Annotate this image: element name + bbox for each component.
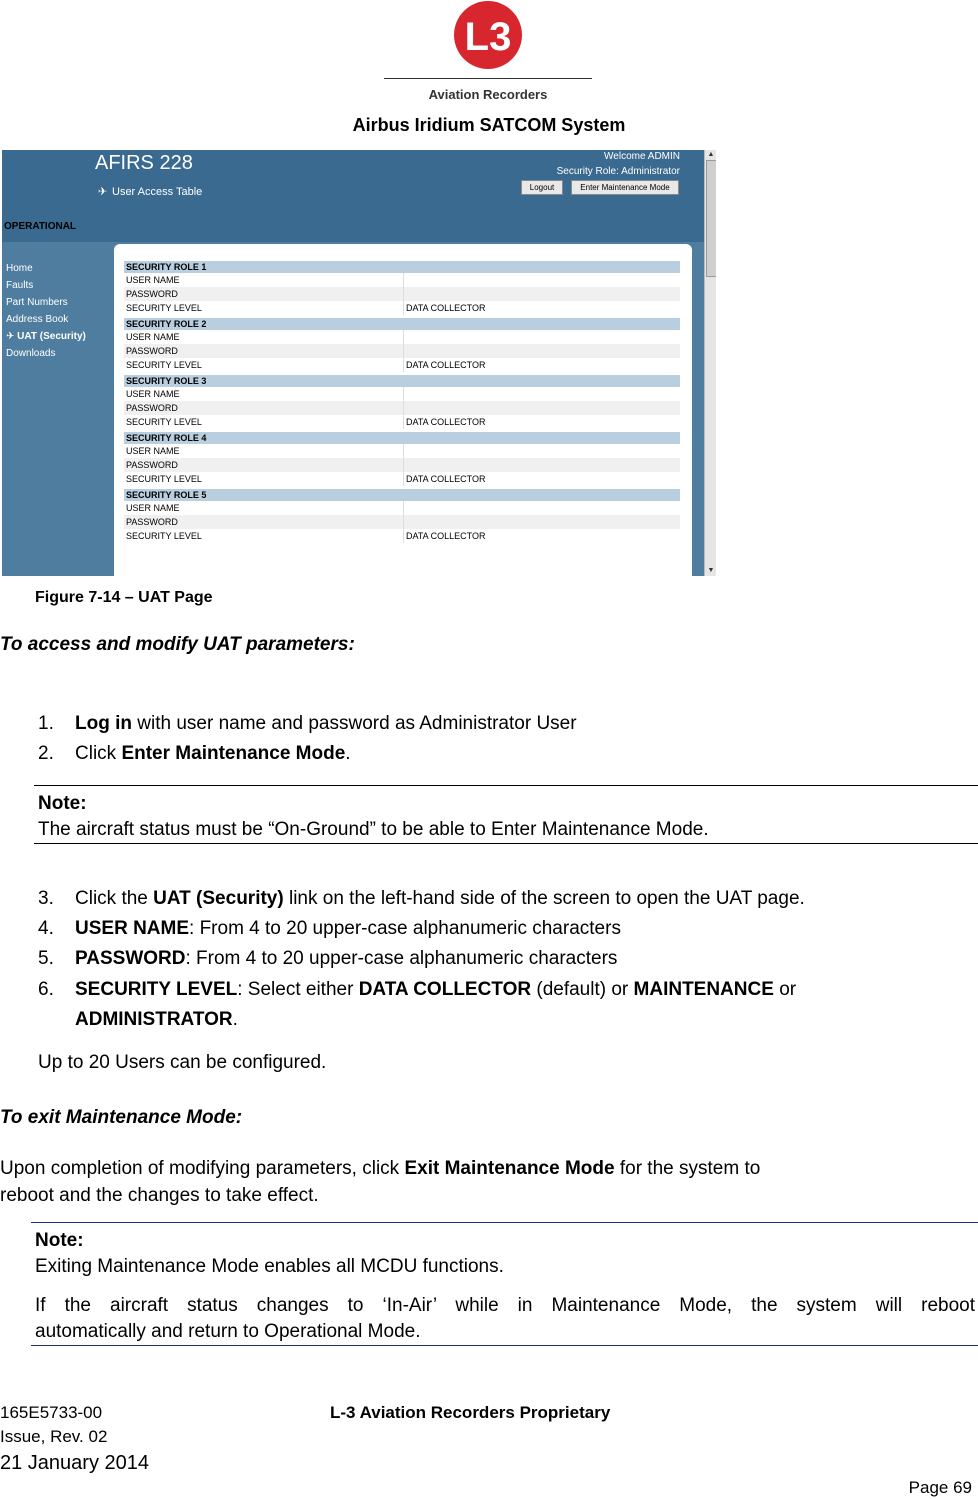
table-row — [124, 501, 680, 515]
step-2 — [38, 743, 351, 765]
field-label: USER NAME — [126, 332, 180, 342]
table-row — [124, 344, 680, 358]
table-row — [124, 415, 680, 429]
security-level-select[interactable]: DATA COLLECTOR — [403, 358, 680, 372]
step-bold: ADMINISTRATOR — [75, 1009, 233, 1030]
page-number: Page 69 — [908, 1478, 972, 1497]
note-top-rule — [31, 1222, 978, 1223]
step-text: or — [773, 979, 797, 1000]
sidebar-item-uat[interactable] — [6, 328, 114, 345]
password-field[interactable] — [403, 458, 680, 472]
role-header: SECURITY ROLE 3 — [124, 375, 680, 387]
sidebar-item-part-numbers[interactable]: Part Numbers — [6, 297, 68, 308]
note-text: If the aircraft status changes to ‘In-Air’ while in Maintenance Mode, the system will reboot — [35, 1295, 975, 1316]
note-title: Note: — [38, 793, 87, 814]
role-header: SECURITY ROLE 5 — [124, 489, 680, 501]
l3-logo-icon — [384, 0, 592, 80]
user-access-table — [124, 258, 680, 543]
step-bold: MAINTENANCE — [633, 979, 774, 1000]
step-text: . — [232, 1009, 238, 1030]
exit-heading: To exit Maintenance Mode: — [0, 1107, 243, 1128]
step-bold: DATA COLLECTOR — [358, 979, 532, 1000]
step-text: : From 4 to 20 upper-case alphanumeric characters — [185, 948, 618, 969]
table-row — [124, 401, 680, 415]
note-bottom-rule — [31, 1345, 978, 1346]
app-title: AFIRS 228 — [95, 152, 193, 174]
step-text: with user name and password as Administrator User — [131, 713, 577, 734]
field-label: SECURITY LEVEL — [126, 531, 202, 541]
field-label: SECURITY LEVEL — [126, 417, 202, 427]
note-text: Exiting Maintenance Mode enables all MCDU functions. — [35, 1256, 504, 1277]
issue-revision: Issue, Rev. 02 — [0, 1427, 108, 1446]
note-top-rule — [34, 785, 978, 786]
plane-icon: ✈ — [98, 186, 108, 198]
step-number: 6. — [38, 979, 54, 1000]
step-bold: Log in — [75, 713, 132, 734]
table-row — [124, 387, 680, 401]
role-header: SECURITY ROLE 1 — [124, 261, 680, 273]
sidebar-item-downloads[interactable]: Downloads — [6, 348, 56, 359]
scrollbar[interactable] — [704, 150, 716, 576]
security-level-select[interactable]: DATA COLLECTOR — [403, 301, 680, 315]
password-field[interactable] — [403, 515, 680, 529]
step-text: . — [345, 743, 351, 764]
field-label: SECURITY LEVEL — [126, 360, 202, 370]
field-label: SECURITY LEVEL — [126, 303, 202, 313]
user-access-panel — [114, 244, 692, 576]
step-text: : From 4 to 20 upper-case alphanumeric characters — [189, 918, 621, 939]
field-label: PASSWORD — [126, 346, 178, 356]
password-field[interactable] — [403, 287, 680, 301]
paragraph-text: Upon completion of modifying parameters, click — [0, 1158, 405, 1179]
step-bold: SECURITY LEVEL — [75, 979, 238, 1000]
step-number: 3. — [38, 888, 54, 909]
step-text: : Select either — [237, 979, 359, 1000]
step-text: Click the — [75, 888, 154, 909]
role-block — [124, 261, 680, 315]
step-number: 2. — [38, 743, 54, 764]
sidebar-item-faults[interactable]: Faults — [6, 280, 34, 291]
step-6 — [38, 979, 796, 1001]
sidebar-nav — [6, 260, 114, 362]
note-text: The aircraft status must be “On-Ground” to be able to Enter Maintenance Mode. — [38, 819, 709, 840]
exit-paragraph-line2: reboot and the changes to take effect. — [0, 1185, 319, 1206]
mode-label: OPERATIONAL — [4, 221, 77, 232]
step-3 — [38, 888, 805, 910]
note-title: Note: — [35, 1230, 84, 1251]
user-name-field[interactable] — [403, 444, 680, 458]
step-text: Click — [75, 743, 122, 764]
user-name-field[interactable] — [403, 330, 680, 344]
role-block — [124, 432, 680, 486]
logout-button[interactable]: Logout — [521, 180, 563, 195]
logo-text: L3 — [464, 15, 512, 59]
field-label: PASSWORD — [126, 460, 178, 470]
table-row — [124, 301, 680, 315]
step-1 — [38, 713, 577, 735]
scroll-up-icon[interactable]: ▲ — [707, 151, 715, 158]
step-text: (default) or — [531, 979, 634, 1000]
user-name-field[interactable] — [403, 501, 680, 515]
breadcrumb: User Access Table — [112, 186, 203, 198]
enter-maintenance-button[interactable]: Enter Maintenance Mode — [571, 180, 679, 195]
field-label: USER NAME — [126, 503, 180, 513]
table-row — [124, 287, 680, 301]
paragraph-bold: Exit Maintenance Mode — [404, 1158, 615, 1179]
step-5 — [38, 948, 617, 970]
sidebar-item-home[interactable]: Home — [6, 263, 33, 274]
field-label: USER NAME — [126, 446, 180, 456]
document-number: 165E5733-00 — [0, 1403, 103, 1422]
scroll-down-icon[interactable]: ▼ — [707, 567, 715, 574]
step-bold: UAT (Security) — [153, 888, 284, 909]
security-level-select[interactable]: DATA COLLECTOR — [403, 415, 680, 429]
sidebar-item-label: UAT (Security) — [17, 331, 86, 342]
scroll-thumb[interactable] — [706, 160, 716, 277]
users-note: Up to 20 Users can be configured. — [38, 1052, 327, 1073]
paragraph-text: for the system to — [614, 1158, 761, 1179]
table-row — [124, 515, 680, 529]
document-title: Airbus Iridium SATCOM System — [352, 115, 626, 135]
sidebar-item-address-book[interactable]: Address Book — [6, 314, 69, 325]
field-label: USER NAME — [126, 389, 180, 399]
step-bold: PASSWORD — [75, 948, 186, 969]
step-number: 1. — [38, 713, 54, 734]
table-row — [124, 458, 680, 472]
step-bold: Enter Maintenance Mode — [121, 743, 346, 764]
field-label: PASSWORD — [126, 517, 178, 527]
role-block — [124, 375, 680, 429]
field-label: SECURITY LEVEL — [126, 474, 202, 484]
step-4 — [38, 918, 621, 940]
security-level-select[interactable]: DATA COLLECTOR — [403, 472, 680, 486]
document-date: 21 January 2014 — [0, 1452, 150, 1474]
field-label: PASSWORD — [126, 289, 178, 299]
role-header: SECURITY ROLE 4 — [124, 432, 680, 444]
step-6-continued — [75, 1009, 238, 1031]
note-bottom-rule — [34, 843, 978, 844]
field-label: USER NAME — [126, 275, 180, 285]
table-row — [124, 529, 680, 543]
security-level-select[interactable]: DATA COLLECTOR — [403, 529, 680, 543]
plane-icon: ✈ — [6, 331, 18, 342]
uat-page-screenshot — [2, 150, 716, 576]
table-row — [124, 472, 680, 486]
role-header: SECURITY ROLE 2 — [124, 318, 680, 330]
step-number: 5. — [38, 948, 54, 969]
password-field[interactable] — [403, 344, 680, 358]
logo-subtitle: Aviation Recorders — [428, 87, 548, 102]
exit-paragraph — [0, 1158, 760, 1180]
welcome-text: Welcome ADMIN — [604, 151, 680, 162]
role-block — [124, 489, 680, 543]
figure-caption: Figure 7-14 – UAT Page — [35, 589, 213, 606]
role-block — [124, 318, 680, 372]
table-row — [124, 273, 680, 287]
table-row — [124, 444, 680, 458]
step-bold: USER NAME — [75, 918, 190, 939]
step-text: link on the left-hand side of the screen to open the UAT page. — [283, 888, 805, 909]
user-name-field[interactable] — [403, 387, 680, 401]
user-name-field[interactable] — [403, 273, 680, 287]
proprietary-notice: L-3 Aviation Recorders Proprietary — [330, 1403, 611, 1422]
table-row — [124, 330, 680, 344]
table-row — [124, 358, 680, 372]
access-heading: To access and modify UAT parameters: — [0, 634, 355, 655]
field-label: PASSWORD — [126, 403, 178, 413]
password-field[interactable] — [403, 401, 680, 415]
logo-divider — [384, 78, 592, 79]
step-number: 4. — [38, 918, 54, 939]
note-text: automatically and return to Operational Mode. — [35, 1321, 421, 1342]
security-role-text: Security Role: Administrator — [556, 166, 680, 177]
